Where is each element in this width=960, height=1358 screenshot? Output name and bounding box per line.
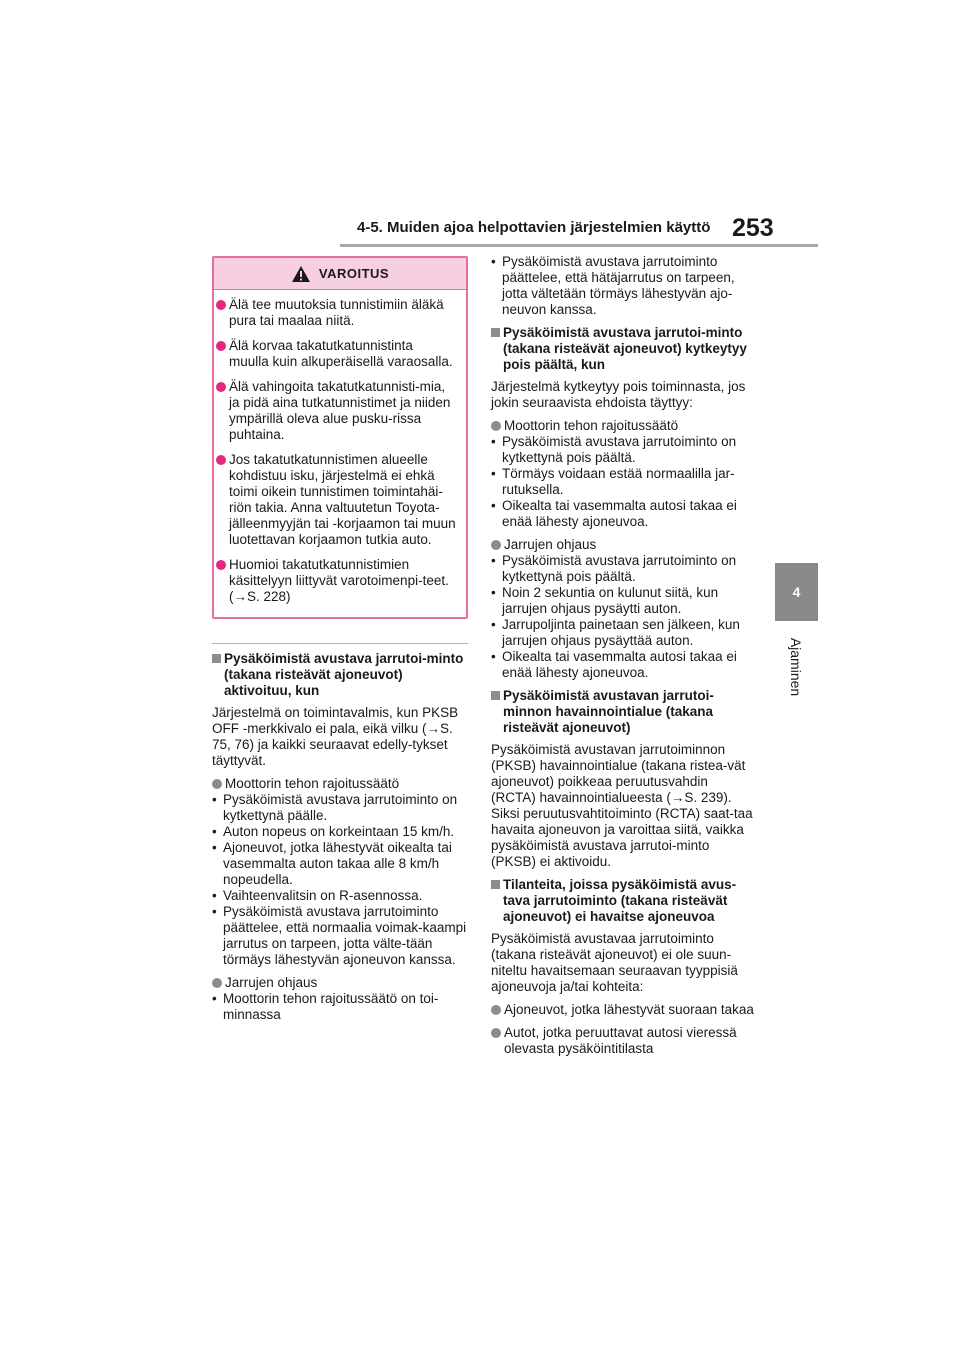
section-intro: Järjestelmä kytkeytyy pois toiminnasta, jos jokin seuraavista ehdoista täyttyy: (491, 379, 746, 410)
list-item: • Vaihteenvalitsin on R-asennossa. (212, 888, 423, 903)
square-bullet-icon (491, 328, 500, 337)
bullet-icon (491, 1028, 501, 1038)
list-item: • Jarrupoljinta painetaan sen jälkeen, kun jarrujen ohjaus pysäyttää auton. (491, 617, 740, 648)
bullet-icon (216, 341, 226, 351)
bullet-icon (216, 382, 226, 392)
bullet-icon (491, 1005, 501, 1015)
list-item: • Auton nopeus on korkeintaan 15 km/h. (212, 824, 455, 839)
warning-title: VAROITUS (318, 265, 390, 281)
group-title: Moottorin tehon rajoitussäätö (212, 776, 468, 792)
page-number: 253 (732, 214, 774, 242)
list-item: • Törmäys voidaan estää normaalilla jar-rutuksella. (491, 466, 735, 497)
group-title: Jarrujen ohjaus (212, 975, 468, 991)
condition-list-continued (491, 254, 756, 318)
chapter-label: Ajaminen (788, 637, 804, 697)
chapter-tab[interactable] (775, 563, 818, 621)
section-heading: Pysäköimistä avustavan jarrutoi-minnon havainnointialue (takana risteävät ajoneuvot) (491, 688, 756, 736)
square-bullet-icon (212, 654, 221, 663)
warning-item: Älä vahingoita takatutkatunnisti-mia, ja pidä aina tutkatunnistimet ja niiden ympärillä oleva alue pusku-rissa puhtaina. (216, 379, 456, 443)
list-item: • Pysäköimistä avustava jarrutoiminto päättelee, että hätäjarrutus on tarpeen, jotta vältetään törmäys lähestyvän ajo-neuvon kanssa. (491, 254, 735, 317)
section-text: Pysäköimistä avustavan jarrutoiminnon (PKSB) havainnointialue (takana ristea-vät ajoneuvot) poikkeaa peruutusvahdin (RCTA) havainnointialueesta (→S. 239). Siksi peruutusvahtitoiminto (RCTA) saat-taa havaita ajoneuvon ja varoittaa siitä, vaikka pysäköimistä avustava jarrutoi-minto (PKSB) ei aktivoidu. (491, 742, 753, 869)
section-intro: Järjestelmä on toimintavalmis, kun PKSB OFF -merkkivalo ei pala, eikä vilku (→S. 75, 76) ja kaikki seuraavat edelly-tykset täyttyvät. (212, 705, 459, 768)
warning-triangle-icon (291, 265, 311, 283)
section-heading: Pysäköimistä avustava jarrutoi-minto (takana risteävät ajoneuvot) aktivoituu, kun (212, 651, 468, 699)
warning-item: Älä korvaa takatutkatunnistinta muulla kuin alkuperäisellä varaosalla. (216, 338, 456, 370)
list-item: • Pysäköimistä avustava jarrutoiminto on kytkettynä pois päältä. (491, 434, 737, 465)
warning-box (212, 256, 468, 619)
bullet-icon (216, 455, 226, 465)
section-heading: Tilanteita, joissa pysäköimistä avus-tava jarrutoiminto (takana risteävät ajoneuvot) ei havaitse ajoneuvoa (491, 877, 756, 925)
condition-list (212, 792, 468, 968)
bullet-icon (216, 300, 226, 310)
warning-item: Älä tee muutoksia tunnistimiin äläkä pura tai maalaa niitä. (216, 297, 456, 329)
list-item: • Pysäköimistä avustava jarrutoiminto päättelee, että normaalia voimak-kaampi jarrutus on tarpeen, jotta välte-tään törmäys lähestyvän ajoneuvon kanssa. (212, 904, 467, 967)
group-title: Jarrujen ohjaus (491, 537, 756, 553)
section-divider (212, 643, 468, 644)
list-item: • Pysäköimistä avustava jarrutoiminto on kytkettynä päälle. (212, 792, 458, 823)
bullet-icon (216, 560, 226, 570)
list-item: • Noin 2 sekuntia on kulunut siitä, kun jarrujen ohjaus pysäytti auton. (491, 585, 719, 616)
list-item: Autot, jotka peruuttavat autosi vieressä olevasta pysäköintitilasta (491, 1025, 756, 1057)
chapter-label-container (778, 622, 814, 712)
bullet-icon (212, 779, 222, 789)
warning-item: Huomioi takatutkatunnistimien käsittelyyn liittyvät varotoimenpi-teet. (→S. 228) (216, 557, 456, 605)
condition-list (491, 434, 756, 530)
section-intro: Pysäköimistä avustavaa jarrutoiminto (takana risteävät ajoneuvot) ei ole suun-niteltu havaitsemaan seuraavan tyyppisiä ajoneuvoja ja/tai kohteita: (491, 931, 738, 994)
right-column (491, 254, 756, 1057)
chapter-number: 4 (792, 584, 801, 600)
list-item: • Oikealta tai vasemmalta autosi takaa ei enää lähesty ajoneuvoa. (491, 649, 737, 680)
warning-header (214, 258, 466, 290)
list-item: Ajoneuvot, jotka lähestyvät suoraan takaa (491, 1002, 756, 1018)
list-item: • Moottorin tehon rajoitussäätö on toi-minnassa (212, 991, 439, 1022)
condition-list (212, 991, 468, 1023)
list-item: • Pysäköimistä avustava jarrutoiminto on kytkettynä pois päältä. (491, 553, 737, 584)
square-bullet-icon (491, 880, 500, 889)
group-title: Moottorin tehon rajoitussäätö (491, 418, 756, 434)
list-item: • Ajoneuvot, jotka lähestyvät oikealta tai vasemmalta auton takaa alle 8 km/h nopeudella. (212, 840, 452, 887)
header-divider (340, 244, 818, 247)
condition-list (491, 553, 756, 681)
section-title: 4-5. Muiden ajoa helpottavien järjestelmien käyttö (357, 219, 711, 236)
left-column (212, 256, 468, 1030)
bullet-icon (491, 421, 501, 431)
square-bullet-icon (491, 691, 500, 700)
section-heading: Pysäköimistä avustava jarrutoi-minto (takana risteävät ajoneuvot) kytkeytyy pois päältä, kun (491, 325, 756, 373)
bullet-icon (491, 540, 501, 550)
bullet-icon (212, 978, 222, 988)
warning-body (214, 290, 466, 617)
warning-item: Jos takatutkatunnistimen alueelle kohdistuu isku, järjestelmä ei ehkä toimi oikein tunnistimen toimintahäi-riön takia. Anna valtuutetun Toyota-jälleenmyyjän tai -korjaamon tai muun luotettavan korjaamon tutkia auto. (216, 452, 456, 548)
list-item: • Oikealta tai vasemmalta autosi takaa ei enää lähesty ajoneuvoa. (491, 498, 737, 529)
